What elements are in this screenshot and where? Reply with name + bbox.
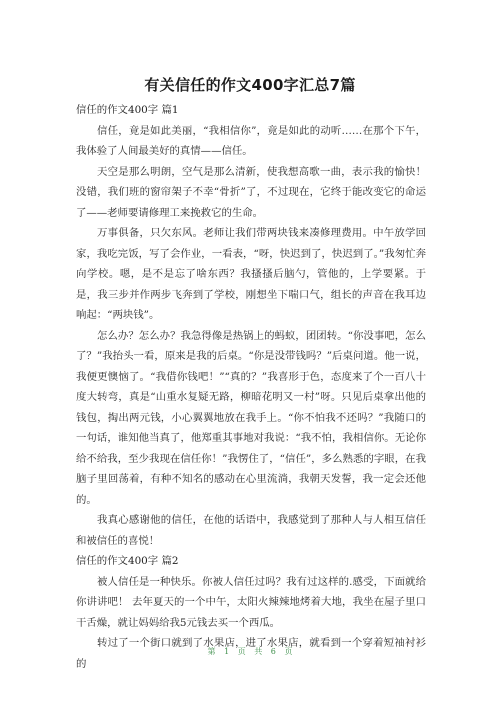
section-heading: 信任的作文400字 篇2 [76,555,179,567]
body-paragraph: 天空是那么明朗，空气是那么清新，使我想高歌一曲，表示我的愉快！没错，我们班的窗帘架子不幸“骨折”了，不过现在，它终于能改变它的命运了——老师要请修理工来挽救它的生命。 [76,165,426,219]
body-paragraph: 被人信任是一种快乐。你被人信任过吗？我有过这样的.感受，下面就给你讲讲吧！ 去年夏天的一个中午，太阳火辣辣地烤着大地，我坐在屋子里口干舌燥，就让妈妈给我5元钱去买一个西瓜。 [76,575,426,629]
body-paragraph: 信任，竟是如此美丽，“我相信你”，竟是如此的动听……在那个下午，我体验了人间最美好的真情——信任。 [76,124,426,157]
body-paragraph: 万事俱备，只欠东风。老师让我们带两块钱来凑修理费用。中午放学回家，我吃完饭，写了会作业，一看表，“呀，快迟到了，快迟到了。”我匆忙奔向学校。嗯，是不是忘了啥东西？我搔搔后脑勺，管他的，上学要紧。于是，我三步并作两步飞奔到了学校，刚想坐下喘口气，组长的声音在我耳边响起：“两块钱”。 [76,227,426,321]
page-number: 第 1 页 共 6 页 [207,647,293,656]
body-paragraph: 我真心感谢他的信任，在他的话语中，我感觉到了那种人与人相互信任和被信任的喜悦！ [76,514,426,547]
section-heading: 信任的作文400字 篇1 [76,104,179,116]
body-paragraph: 转过了一个街口就到了水果店，进了水果店，就看到一个穿着短袖衬衫的 [76,637,426,670]
document-title: 有关信任的作文400字汇总7篇 [144,76,356,94]
body-paragraph: 怎么办？怎么办？我急得像是热锅上的蚂蚁，团团转。“你没事吧，怎么了？”我抬头一看，原来是我的后桌。“你是没带钱吗？”后桌问道。他一说，我便更懊恼了。“我借你钱吧！”“真的？”我喜形于色，态度来了个一百八十度大转弯，真是“山重水复疑无路，柳暗花明又一村”呀。只见后桌拿出他的钱包，掏出两元钱，小心翼翼地放在我手上。“你不怕我不还吗？”我随口的一句话，谁知他当真了，他郑重其事地对我说：“我不怕，我相信你。无论你给不给我，至少我现在信任你！”我愣住了，“信任”，多么熟悉的字眼，在我脑子里回荡着，有种不知名的感动在心里流淌，我朝天发誓，我一定会还他的。 [76,329,426,506]
document-body [76,100,426,674]
